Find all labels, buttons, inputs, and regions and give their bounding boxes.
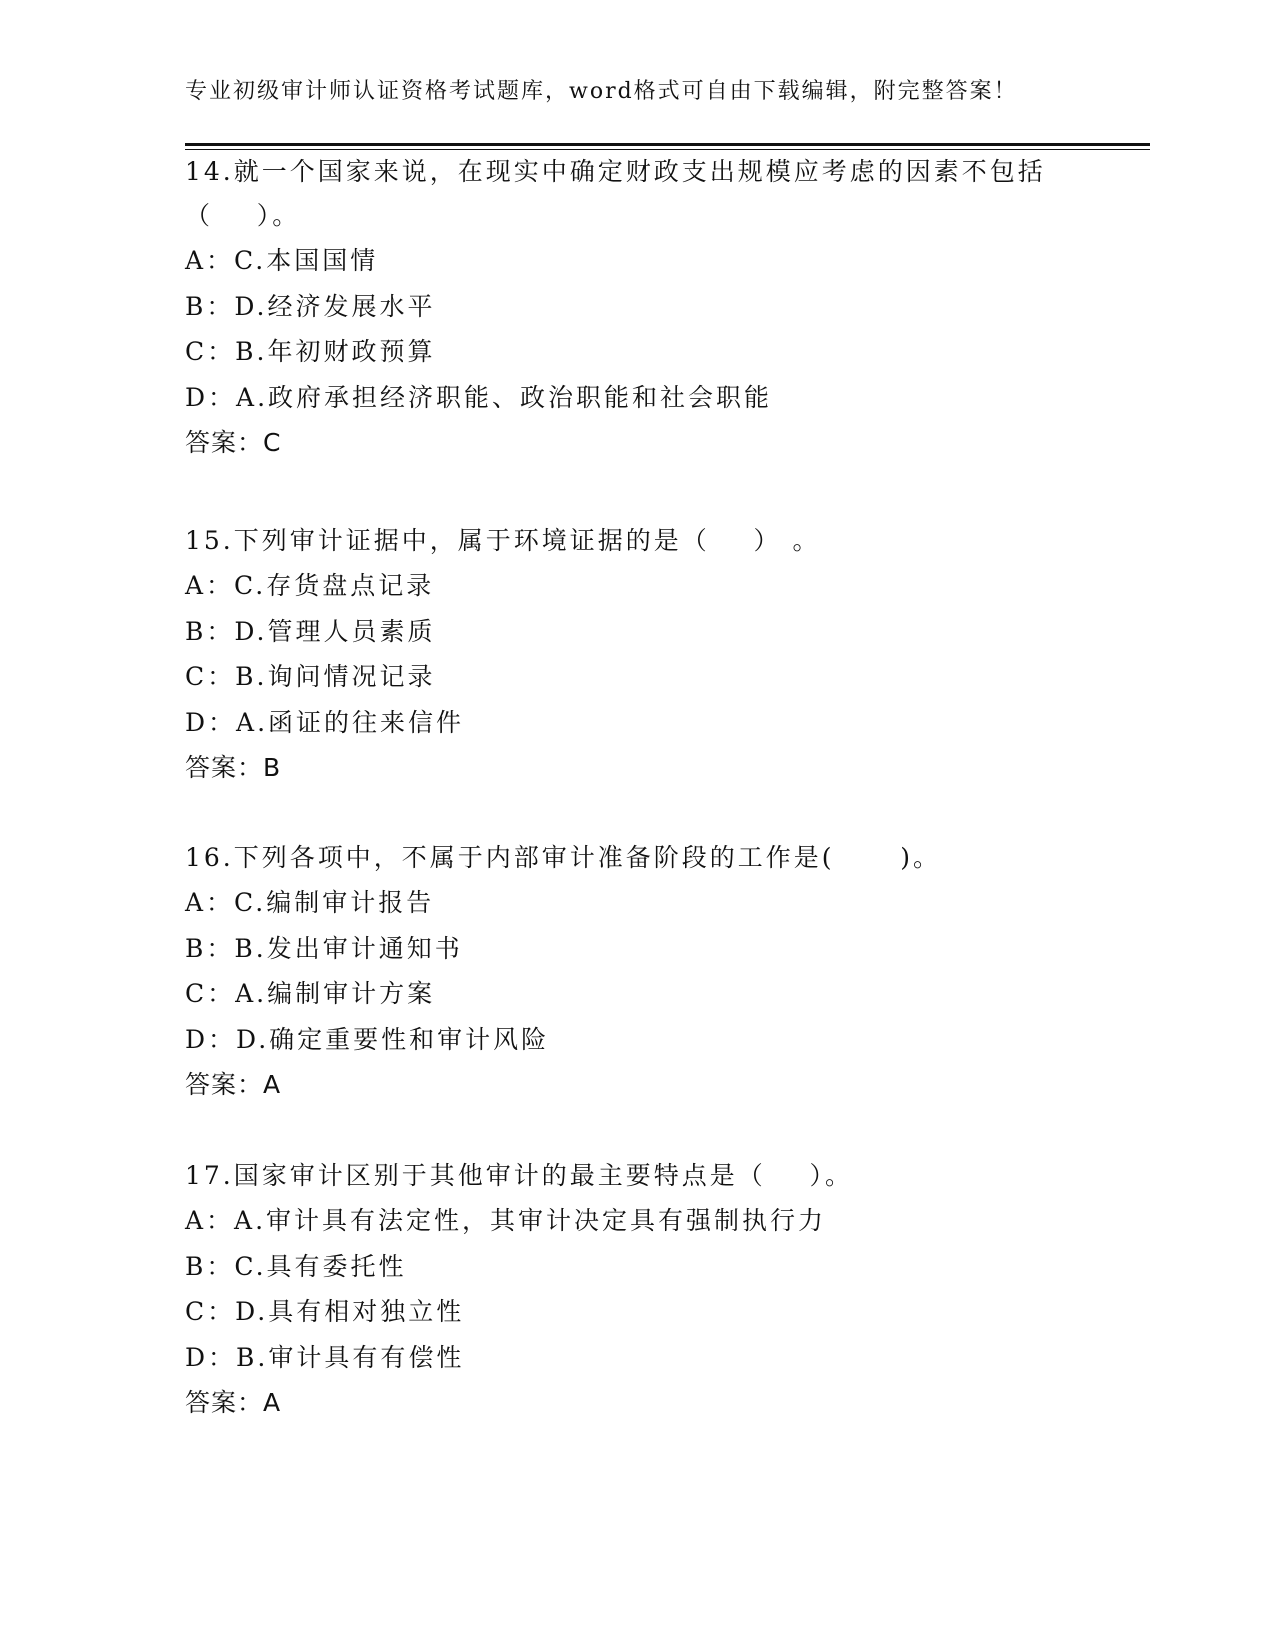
option-d: D：D.确定重要性和审计风险 (185, 1024, 550, 1054)
option-b: B：D.管理人员素质 (185, 616, 436, 646)
question-stem: 15.下列审计证据中，属于环境证据的是（ ） 。 (185, 526, 821, 555)
question-stem: 17.国家审计区别于其他审计的最主要特点是（ ）。 (185, 1161, 854, 1190)
answer: 答案：B (185, 753, 282, 782)
option-b: B：B.发出审计通知书 (185, 933, 463, 963)
question-stem-continued: （ ）。 (185, 201, 301, 230)
option-d: D：A.政府承担经济职能、政治职能和社会职能 (185, 382, 773, 412)
question-15 (185, 519, 1085, 790)
question-16 (185, 836, 1085, 1107)
option-a: A：A.审计具有法定性，其审计决定具有强制执行力 (185, 1206, 827, 1235)
option-a: A：C.编制审计报告 (185, 888, 435, 917)
question-stem: 14.就一个国家来说，在现实中确定财政支出规模应考虑的因素不包括 (185, 157, 1046, 186)
option-d: D：A.函证的往来信件 (185, 707, 465, 737)
option-c: C：B.年初财政预算 (185, 337, 436, 366)
question-stem: 16.下列各项中，不属于内部审计准备阶段的工作是( )。 (185, 843, 941, 872)
document-header: 专业初级审计师认证资格考试题库，word格式可自由下载编辑，附完整答案！ (185, 79, 1018, 104)
option-c: C：D.具有相对独立性 (185, 1297, 465, 1326)
option-c: C：B.询问情况记录 (185, 662, 436, 691)
question-14 (185, 150, 1085, 465)
answer: 答案：C (185, 428, 282, 457)
option-c: C：A.编制审计方案 (185, 979, 436, 1008)
option-d: D：B.审计具有有偿性 (185, 1342, 465, 1372)
question-17 (185, 1154, 1085, 1425)
answer: 答案：A (185, 1388, 282, 1417)
answer: 答案：A (185, 1070, 282, 1099)
option-b: B：D.经济发展水平 (185, 291, 436, 321)
option-a: A：C.存货盘点记录 (185, 571, 435, 600)
option-b: B：C.具有委托性 (185, 1251, 407, 1281)
header-rule-thick (185, 143, 1150, 146)
option-a: A：C.本国国情 (185, 246, 379, 275)
